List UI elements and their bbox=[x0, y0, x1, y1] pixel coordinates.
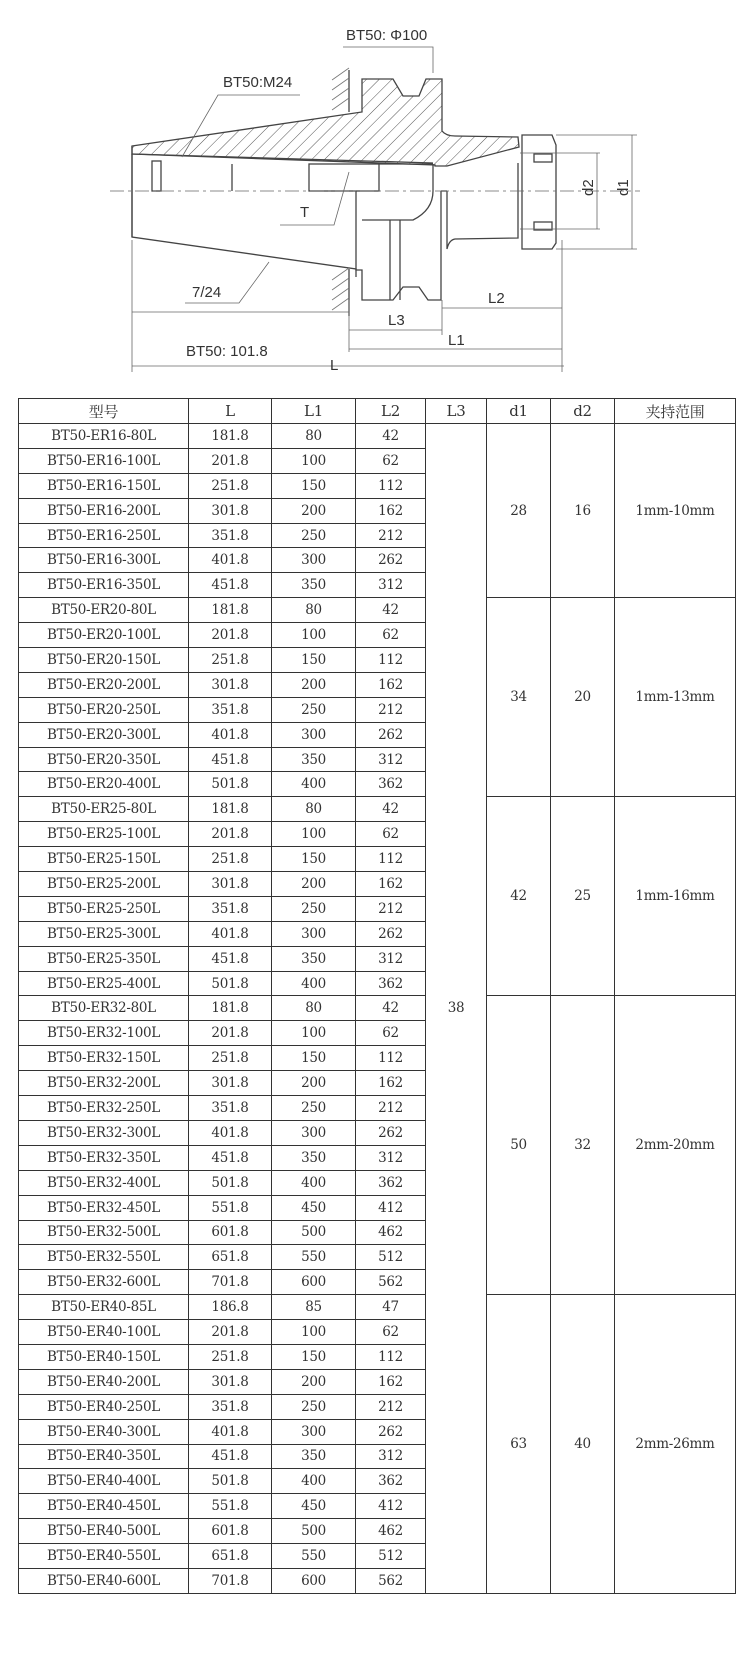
L1-cell: 100 bbox=[272, 1320, 356, 1345]
table-row bbox=[19, 424, 736, 449]
L1-cell: 85 bbox=[272, 1295, 356, 1320]
L-cell: 351.8 bbox=[189, 896, 272, 921]
slot-label: T bbox=[300, 204, 310, 221]
L-cell: 451.8 bbox=[189, 747, 272, 772]
d2-cell: 20 bbox=[551, 598, 615, 797]
L2-cell: 42 bbox=[356, 996, 426, 1021]
model-cell: BT50-ER20-100L bbox=[19, 623, 189, 648]
L-cell: 551.8 bbox=[189, 1195, 272, 1220]
L1-cell: 250 bbox=[272, 896, 356, 921]
model-cell: BT50-ER25-80L bbox=[19, 797, 189, 822]
L-cell: 351.8 bbox=[189, 523, 272, 548]
L2-cell: 262 bbox=[356, 921, 426, 946]
L-cell: 201.8 bbox=[189, 623, 272, 648]
d2-cell: 16 bbox=[551, 424, 615, 598]
L-cell: 501.8 bbox=[189, 772, 272, 797]
clamp-range-cell: 1mm-13mm bbox=[615, 598, 736, 797]
L1-cell: 150 bbox=[272, 648, 356, 673]
dim-L1-label: L1 bbox=[448, 332, 465, 349]
L-cell: 251.8 bbox=[189, 847, 272, 872]
L-cell: 501.8 bbox=[189, 1469, 272, 1494]
header-L1: L1 bbox=[272, 399, 356, 424]
L-cell: 651.8 bbox=[189, 1245, 272, 1270]
L1-cell: 350 bbox=[272, 1145, 356, 1170]
taper-length-label: BT50: 101.8 bbox=[186, 343, 268, 360]
table-row bbox=[19, 598, 736, 623]
L2-cell: 512 bbox=[356, 1544, 426, 1569]
L1-cell: 250 bbox=[272, 523, 356, 548]
model-cell: BT50-ER40-400L bbox=[19, 1469, 189, 1494]
L2-cell: 112 bbox=[356, 648, 426, 673]
model-cell: BT50-ER20-250L bbox=[19, 697, 189, 722]
model-cell: BT50-ER32-400L bbox=[19, 1170, 189, 1195]
model-cell: BT50-ER20-80L bbox=[19, 598, 189, 623]
d1-cell: 34 bbox=[487, 598, 551, 797]
L1-cell: 300 bbox=[272, 1419, 356, 1444]
L2-cell: 212 bbox=[356, 1394, 426, 1419]
L1-cell: 80 bbox=[272, 996, 356, 1021]
d2-cell: 32 bbox=[551, 996, 615, 1295]
header-d2: d2 bbox=[551, 399, 615, 424]
table-body bbox=[19, 424, 736, 1594]
model-cell: BT50-ER40-500L bbox=[19, 1519, 189, 1544]
L2-cell: 562 bbox=[356, 1568, 426, 1593]
model-cell: BT50-ER40-85L bbox=[19, 1295, 189, 1320]
L-cell: 451.8 bbox=[189, 1145, 272, 1170]
L2-cell: 162 bbox=[356, 1369, 426, 1394]
model-cell: BT50-ER32-300L bbox=[19, 1120, 189, 1145]
d1-cell: 50 bbox=[487, 996, 551, 1295]
L-cell: 501.8 bbox=[189, 1170, 272, 1195]
model-cell: BT50-ER40-550L bbox=[19, 1544, 189, 1569]
L2-cell: 262 bbox=[356, 548, 426, 573]
model-cell: BT50-ER16-100L bbox=[19, 448, 189, 473]
L-cell: 351.8 bbox=[189, 697, 272, 722]
L2-cell: 212 bbox=[356, 1096, 426, 1121]
L-cell: 251.8 bbox=[189, 1046, 272, 1071]
L1-cell: 250 bbox=[272, 1394, 356, 1419]
table-header-row bbox=[19, 399, 736, 424]
L-cell: 251.8 bbox=[189, 648, 272, 673]
L-cell: 401.8 bbox=[189, 921, 272, 946]
d1-cell: 63 bbox=[487, 1295, 551, 1594]
clamp-range-cell: 1mm-16mm bbox=[615, 797, 736, 996]
L2-cell: 362 bbox=[356, 1170, 426, 1195]
L-cell: 701.8 bbox=[189, 1568, 272, 1593]
clamp-range-cell: 1mm-10mm bbox=[615, 424, 736, 598]
model-cell: BT50-ER20-350L bbox=[19, 747, 189, 772]
L2-cell: 362 bbox=[356, 1469, 426, 1494]
L1-cell: 100 bbox=[272, 822, 356, 847]
L1-cell: 500 bbox=[272, 1519, 356, 1544]
model-cell: BT50-ER32-600L bbox=[19, 1270, 189, 1295]
L2-cell: 162 bbox=[356, 1071, 426, 1096]
L2-cell: 312 bbox=[356, 1444, 426, 1469]
d1-cell: 42 bbox=[487, 797, 551, 996]
model-cell: BT50-ER25-300L bbox=[19, 921, 189, 946]
model-cell: BT50-ER16-80L bbox=[19, 424, 189, 449]
model-cell: BT50-ER25-250L bbox=[19, 896, 189, 921]
L1-cell: 300 bbox=[272, 1120, 356, 1145]
L-cell: 251.8 bbox=[189, 1344, 272, 1369]
L2-cell: 112 bbox=[356, 847, 426, 872]
model-cell: BT50-ER32-150L bbox=[19, 1046, 189, 1071]
d1-cell: 28 bbox=[487, 424, 551, 598]
model-cell: BT50-ER40-100L bbox=[19, 1320, 189, 1345]
model-cell: BT50-ER32-450L bbox=[19, 1195, 189, 1220]
model-cell: BT50-ER25-200L bbox=[19, 872, 189, 897]
L-cell: 186.8 bbox=[189, 1295, 272, 1320]
L2-cell: 312 bbox=[356, 946, 426, 971]
L2-cell: 162 bbox=[356, 872, 426, 897]
L2-cell: 362 bbox=[356, 772, 426, 797]
L1-cell: 350 bbox=[272, 946, 356, 971]
L-cell: 181.8 bbox=[189, 598, 272, 623]
L2-cell: 42 bbox=[356, 598, 426, 623]
model-cell: BT50-ER16-350L bbox=[19, 573, 189, 598]
L2-cell: 62 bbox=[356, 1320, 426, 1345]
L2-cell: 112 bbox=[356, 1344, 426, 1369]
L-cell: 451.8 bbox=[189, 946, 272, 971]
L-cell: 401.8 bbox=[189, 722, 272, 747]
L-cell: 651.8 bbox=[189, 1544, 272, 1569]
L-cell: 201.8 bbox=[189, 448, 272, 473]
L1-cell: 200 bbox=[272, 1071, 356, 1096]
header-L3: L3 bbox=[426, 399, 487, 424]
L2-cell: 462 bbox=[356, 1519, 426, 1544]
d2-cell: 25 bbox=[551, 797, 615, 996]
header-L2: L2 bbox=[356, 399, 426, 424]
model-cell: BT50-ER20-150L bbox=[19, 648, 189, 673]
L2-cell: 62 bbox=[356, 822, 426, 847]
L1-cell: 150 bbox=[272, 473, 356, 498]
L1-cell: 200 bbox=[272, 872, 356, 897]
L2-cell: 42 bbox=[356, 797, 426, 822]
L1-cell: 300 bbox=[272, 921, 356, 946]
L2-cell: 162 bbox=[356, 498, 426, 523]
L3-cell: 38 bbox=[426, 424, 487, 1594]
model-cell: BT50-ER16-200L bbox=[19, 498, 189, 523]
L1-cell: 450 bbox=[272, 1195, 356, 1220]
model-cell: BT50-ER40-300L bbox=[19, 1419, 189, 1444]
L2-cell: 262 bbox=[356, 1120, 426, 1145]
L-cell: 401.8 bbox=[189, 1120, 272, 1145]
L-cell: 601.8 bbox=[189, 1220, 272, 1245]
L2-cell: 312 bbox=[356, 1145, 426, 1170]
L2-cell: 562 bbox=[356, 1270, 426, 1295]
L1-cell: 250 bbox=[272, 1096, 356, 1121]
L-cell: 501.8 bbox=[189, 971, 272, 996]
L2-cell: 112 bbox=[356, 473, 426, 498]
L1-cell: 80 bbox=[272, 598, 356, 623]
L1-cell: 100 bbox=[272, 448, 356, 473]
L1-cell: 300 bbox=[272, 548, 356, 573]
L1-cell: 450 bbox=[272, 1494, 356, 1519]
L2-cell: 212 bbox=[356, 697, 426, 722]
L-cell: 201.8 bbox=[189, 822, 272, 847]
L-cell: 701.8 bbox=[189, 1270, 272, 1295]
model-cell: BT50-ER40-350L bbox=[19, 1444, 189, 1469]
L2-cell: 62 bbox=[356, 448, 426, 473]
model-cell: BT50-ER25-350L bbox=[19, 946, 189, 971]
model-cell: BT50-ER32-350L bbox=[19, 1145, 189, 1170]
L-cell: 301.8 bbox=[189, 872, 272, 897]
dim-L3-label: L3 bbox=[388, 312, 405, 329]
L1-cell: 350 bbox=[272, 747, 356, 772]
L1-cell: 150 bbox=[272, 1046, 356, 1071]
L2-cell: 42 bbox=[356, 424, 426, 449]
L1-cell: 150 bbox=[272, 847, 356, 872]
clamp-range-cell: 2mm-20mm bbox=[615, 996, 736, 1295]
model-cell: BT50-ER40-200L bbox=[19, 1369, 189, 1394]
L1-cell: 550 bbox=[272, 1245, 356, 1270]
L1-cell: 350 bbox=[272, 573, 356, 598]
L-cell: 301.8 bbox=[189, 1369, 272, 1394]
L1-cell: 200 bbox=[272, 498, 356, 523]
L-cell: 301.8 bbox=[189, 1071, 272, 1096]
table-row bbox=[19, 996, 736, 1021]
L1-cell: 400 bbox=[272, 971, 356, 996]
L1-cell: 80 bbox=[272, 424, 356, 449]
L1-cell: 600 bbox=[272, 1270, 356, 1295]
model-cell: BT50-ER40-450L bbox=[19, 1494, 189, 1519]
L1-cell: 200 bbox=[272, 672, 356, 697]
taper-label: 7/24 bbox=[192, 284, 222, 301]
flange-diameter-label: BT50: Φ100 bbox=[346, 27, 428, 44]
model-cell: BT50-ER32-250L bbox=[19, 1096, 189, 1121]
L2-cell: 312 bbox=[356, 573, 426, 598]
L-cell: 551.8 bbox=[189, 1494, 272, 1519]
model-cell: BT50-ER40-250L bbox=[19, 1394, 189, 1419]
model-cell: BT50-ER20-400L bbox=[19, 772, 189, 797]
model-cell: BT50-ER25-400L bbox=[19, 971, 189, 996]
model-cell: BT50-ER16-300L bbox=[19, 548, 189, 573]
d2-cell: 40 bbox=[551, 1295, 615, 1594]
L1-cell: 200 bbox=[272, 1369, 356, 1394]
L2-cell: 212 bbox=[356, 896, 426, 921]
dim-L-label: L bbox=[330, 357, 339, 374]
model-cell: BT50-ER40-150L bbox=[19, 1344, 189, 1369]
L-cell: 181.8 bbox=[189, 996, 272, 1021]
L1-cell: 100 bbox=[272, 623, 356, 648]
L1-cell: 250 bbox=[272, 697, 356, 722]
L2-cell: 62 bbox=[356, 623, 426, 648]
header-d1: d1 bbox=[487, 399, 551, 424]
L2-cell: 362 bbox=[356, 971, 426, 996]
model-cell: BT50-ER32-100L bbox=[19, 1021, 189, 1046]
L2-cell: 262 bbox=[356, 1419, 426, 1444]
spec-table bbox=[18, 398, 736, 1594]
clamp-range-cell: 2mm-26mm bbox=[615, 1295, 736, 1594]
model-cell: BT50-ER25-100L bbox=[19, 822, 189, 847]
L-cell: 201.8 bbox=[189, 1021, 272, 1046]
table-row bbox=[19, 797, 736, 822]
model-cell: BT50-ER32-200L bbox=[19, 1071, 189, 1096]
L1-cell: 300 bbox=[272, 722, 356, 747]
L-cell: 451.8 bbox=[189, 573, 272, 598]
L-cell: 181.8 bbox=[189, 424, 272, 449]
L2-cell: 412 bbox=[356, 1195, 426, 1220]
L2-cell: 412 bbox=[356, 1494, 426, 1519]
L1-cell: 150 bbox=[272, 1344, 356, 1369]
toolholder-outline bbox=[132, 70, 556, 316]
header-model: 型号 bbox=[19, 399, 189, 424]
model-cell: BT50-ER32-80L bbox=[19, 996, 189, 1021]
model-cell: BT50-ER32-550L bbox=[19, 1245, 189, 1270]
model-cell: BT50-ER16-150L bbox=[19, 473, 189, 498]
table-row bbox=[19, 1295, 736, 1320]
L-cell: 601.8 bbox=[189, 1519, 272, 1544]
model-cell: BT50-ER20-200L bbox=[19, 672, 189, 697]
thread-label: BT50:M24 bbox=[223, 74, 293, 91]
L2-cell: 162 bbox=[356, 672, 426, 697]
model-cell: BT50-ER32-500L bbox=[19, 1220, 189, 1245]
L1-cell: 350 bbox=[272, 1444, 356, 1469]
L1-cell: 500 bbox=[272, 1220, 356, 1245]
L-cell: 401.8 bbox=[189, 548, 272, 573]
L1-cell: 100 bbox=[272, 1021, 356, 1046]
L1-cell: 400 bbox=[272, 772, 356, 797]
L2-cell: 512 bbox=[356, 1245, 426, 1270]
model-cell: BT50-ER16-250L bbox=[19, 523, 189, 548]
L-cell: 251.8 bbox=[189, 473, 272, 498]
L2-cell: 312 bbox=[356, 747, 426, 772]
technical-drawing bbox=[0, 0, 750, 390]
L-cell: 301.8 bbox=[189, 672, 272, 697]
L-cell: 301.8 bbox=[189, 498, 272, 523]
L2-cell: 462 bbox=[356, 1220, 426, 1245]
model-cell: BT50-ER40-600L bbox=[19, 1568, 189, 1593]
dim-L2-label: L2 bbox=[488, 290, 505, 307]
L-cell: 181.8 bbox=[189, 797, 272, 822]
L1-cell: 550 bbox=[272, 1544, 356, 1569]
L-cell: 351.8 bbox=[189, 1096, 272, 1121]
dim-d2-label: d2 bbox=[580, 179, 597, 196]
L-cell: 401.8 bbox=[189, 1419, 272, 1444]
L2-cell: 112 bbox=[356, 1046, 426, 1071]
model-cell: BT50-ER25-150L bbox=[19, 847, 189, 872]
L1-cell: 600 bbox=[272, 1568, 356, 1593]
L2-cell: 47 bbox=[356, 1295, 426, 1320]
L2-cell: 262 bbox=[356, 722, 426, 747]
L2-cell: 212 bbox=[356, 523, 426, 548]
L2-cell: 62 bbox=[356, 1021, 426, 1046]
header-L: L bbox=[189, 399, 272, 424]
L1-cell: 400 bbox=[272, 1170, 356, 1195]
L-cell: 201.8 bbox=[189, 1320, 272, 1345]
L-cell: 351.8 bbox=[189, 1394, 272, 1419]
header-clamp-range: 夹持范围 bbox=[615, 399, 736, 424]
L1-cell: 80 bbox=[272, 797, 356, 822]
L1-cell: 400 bbox=[272, 1469, 356, 1494]
L-cell: 451.8 bbox=[189, 1444, 272, 1469]
dim-d1-label: d1 bbox=[615, 179, 632, 196]
model-cell: BT50-ER20-300L bbox=[19, 722, 189, 747]
